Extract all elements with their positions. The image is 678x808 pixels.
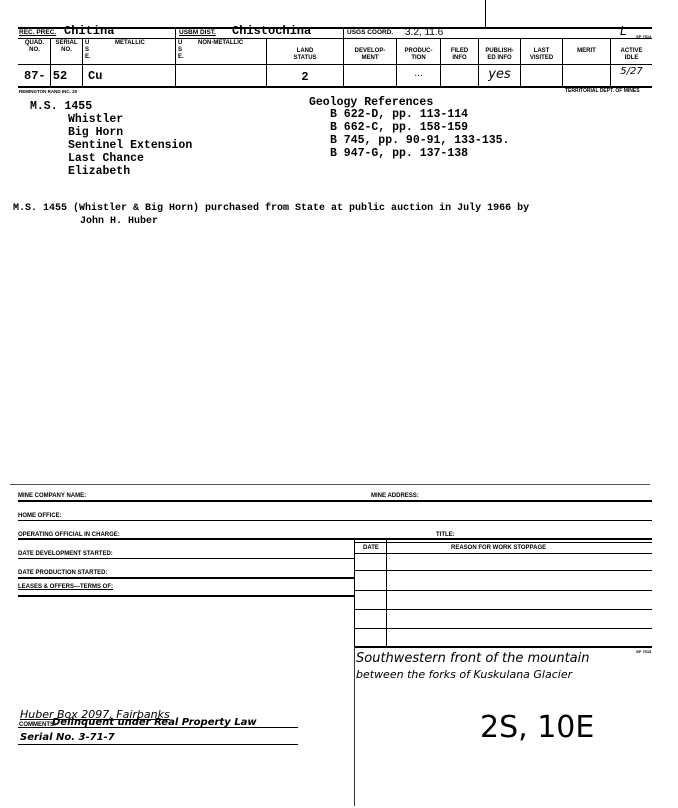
location-line-1: Southwestern front of the mountain bbox=[356, 651, 590, 666]
claim-name: Sentinel Extension bbox=[68, 139, 193, 152]
usbm-dist-value: Chistochina bbox=[232, 24, 312, 38]
header-sep bbox=[175, 27, 176, 38]
geology-ref: B 947-G, pp. 137-138 bbox=[330, 147, 469, 160]
col-land-status: LAND STATUS bbox=[293, 48, 317, 61]
form-line bbox=[18, 577, 354, 579]
claim-name: Whistler bbox=[68, 113, 124, 126]
quad-serial-value: 87- 52 bbox=[24, 69, 68, 83]
form-number-lower: SP 7515 bbox=[636, 649, 652, 654]
corner-letter: L bbox=[620, 24, 627, 38]
lower-top-line bbox=[10, 484, 650, 485]
leases-label: LEASES & OFFERS—TERMS OF: bbox=[18, 584, 114, 590]
col-filed-info: FILED INFO bbox=[450, 48, 469, 61]
mine-address-label: MINE ADDRESS: bbox=[371, 493, 419, 499]
date-development-label: DATE DEVELOPMENT STARTED: bbox=[18, 551, 113, 557]
col-sep bbox=[440, 38, 441, 86]
usgs-coord-value: 3.2, 11.6 bbox=[405, 27, 444, 38]
ms-number: M.S. 1455 bbox=[30, 100, 93, 113]
claim-name: Last Chance bbox=[68, 152, 144, 165]
geology-ref: B 622-D, pp. 113-114 bbox=[330, 108, 469, 121]
published-info-value: yes bbox=[488, 67, 511, 82]
col-sep bbox=[82, 38, 83, 86]
mine-company-label: MINE COMPANY NAME: bbox=[18, 493, 87, 499]
form-number-top: SP 7514 bbox=[636, 34, 652, 39]
auction-buyer: John H. Huber bbox=[80, 216, 159, 227]
usbm-dist-label: USBM DIST. bbox=[179, 29, 216, 36]
col-quad-no: QUAD. NO. bbox=[24, 40, 45, 53]
geology-ref: B 662-C, pp. 158-159 bbox=[330, 121, 469, 134]
form-line bbox=[354, 590, 652, 591]
owner-address: Huber Box 2097, Fairbanks bbox=[20, 708, 170, 721]
production-value: ... bbox=[414, 68, 423, 79]
location-line-2: between the forks of Kuskulana Glacier bbox=[356, 668, 573, 681]
col-serial-no: SERIAL NO. bbox=[55, 40, 78, 53]
form-line bbox=[18, 595, 354, 597]
col-active-idle: ACTIVE IDLE bbox=[620, 48, 643, 61]
col-merit: MERIT bbox=[577, 48, 596, 54]
comment-delinquent: Delinquent under Real Property Law bbox=[52, 717, 257, 728]
col-metallic: METALLIC bbox=[115, 40, 145, 46]
township-range: 2S, 10E bbox=[480, 710, 595, 745]
form-line bbox=[354, 646, 652, 648]
auction-note: M.S. 1455 (Whistler & Big Horn) purchased from State at public auction in July 1966 by bbox=[13, 203, 530, 214]
header-bottom-line bbox=[18, 86, 652, 88]
form-vline bbox=[354, 538, 355, 646]
form-line bbox=[18, 500, 652, 502]
printer-note: REMINGTON RAND INC. 20 bbox=[19, 89, 78, 94]
territorial-dept: TERRITORIAL DEPT. OF MINES bbox=[565, 88, 640, 94]
col-sep bbox=[610, 38, 611, 86]
col-sep bbox=[562, 38, 563, 86]
date-column-header: DATE bbox=[363, 545, 379, 551]
col-sep bbox=[343, 38, 344, 86]
col-production: PRODUC-TION bbox=[404, 48, 433, 61]
form-line bbox=[18, 558, 354, 559]
claim-name: Elizabeth bbox=[68, 165, 131, 178]
col-sep bbox=[520, 38, 521, 86]
header-mid-line bbox=[18, 38, 652, 39]
form-line bbox=[354, 570, 652, 571]
home-office-label: HOME OFFICE: bbox=[18, 513, 62, 519]
header-values-line bbox=[18, 64, 652, 65]
land-status-value: 2 bbox=[301, 70, 309, 84]
rec-prec-label: REC. PREC. bbox=[19, 29, 57, 36]
col-u-s-e: U S E. bbox=[85, 40, 91, 60]
col-last-visited: LAST VISITED bbox=[529, 48, 554, 61]
form-line bbox=[354, 628, 652, 629]
header-sep bbox=[343, 27, 344, 38]
title-label: TITLE: bbox=[436, 532, 455, 538]
col-development: DEVELOP-MENT bbox=[354, 48, 386, 61]
form-vline bbox=[386, 538, 387, 646]
form-line bbox=[354, 609, 652, 610]
metallic-value: Cu bbox=[88, 69, 103, 83]
col-published-info: PUBLISH-ED INFO bbox=[485, 48, 514, 61]
claim-name: Big Horn bbox=[68, 126, 124, 139]
form-line bbox=[18, 520, 652, 521]
comments-line bbox=[18, 744, 298, 745]
comment-serial: Serial No. 3-71-7 bbox=[20, 732, 115, 743]
form-line bbox=[354, 553, 652, 554]
usgs-coord-label: USGS COORD. bbox=[347, 29, 394, 36]
form-line bbox=[354, 542, 652, 543]
col-u-s-e-2: U S E. bbox=[178, 40, 184, 60]
top-tick-mark bbox=[485, 0, 486, 27]
date-production-label: DATE PRODUCTION STARTED: bbox=[18, 570, 108, 576]
col-sep bbox=[175, 38, 176, 86]
geology-ref: B 745, pp. 90-91, 133-135. bbox=[330, 134, 510, 147]
comments-label: COMMENTS: bbox=[19, 722, 56, 728]
form-vline bbox=[354, 646, 355, 806]
col-non-metallic: NON-METALLIC bbox=[198, 40, 244, 46]
reason-column-header: REASON FOR WORK STOPPAGE bbox=[451, 545, 547, 551]
rec-prec-value: Chitina bbox=[64, 24, 115, 38]
geology-title: Geology References bbox=[309, 96, 434, 109]
operating-official-label: OPERATING OFFICIAL IN CHARGE: bbox=[18, 532, 120, 538]
active-idle-value: 5/27 bbox=[620, 66, 643, 77]
